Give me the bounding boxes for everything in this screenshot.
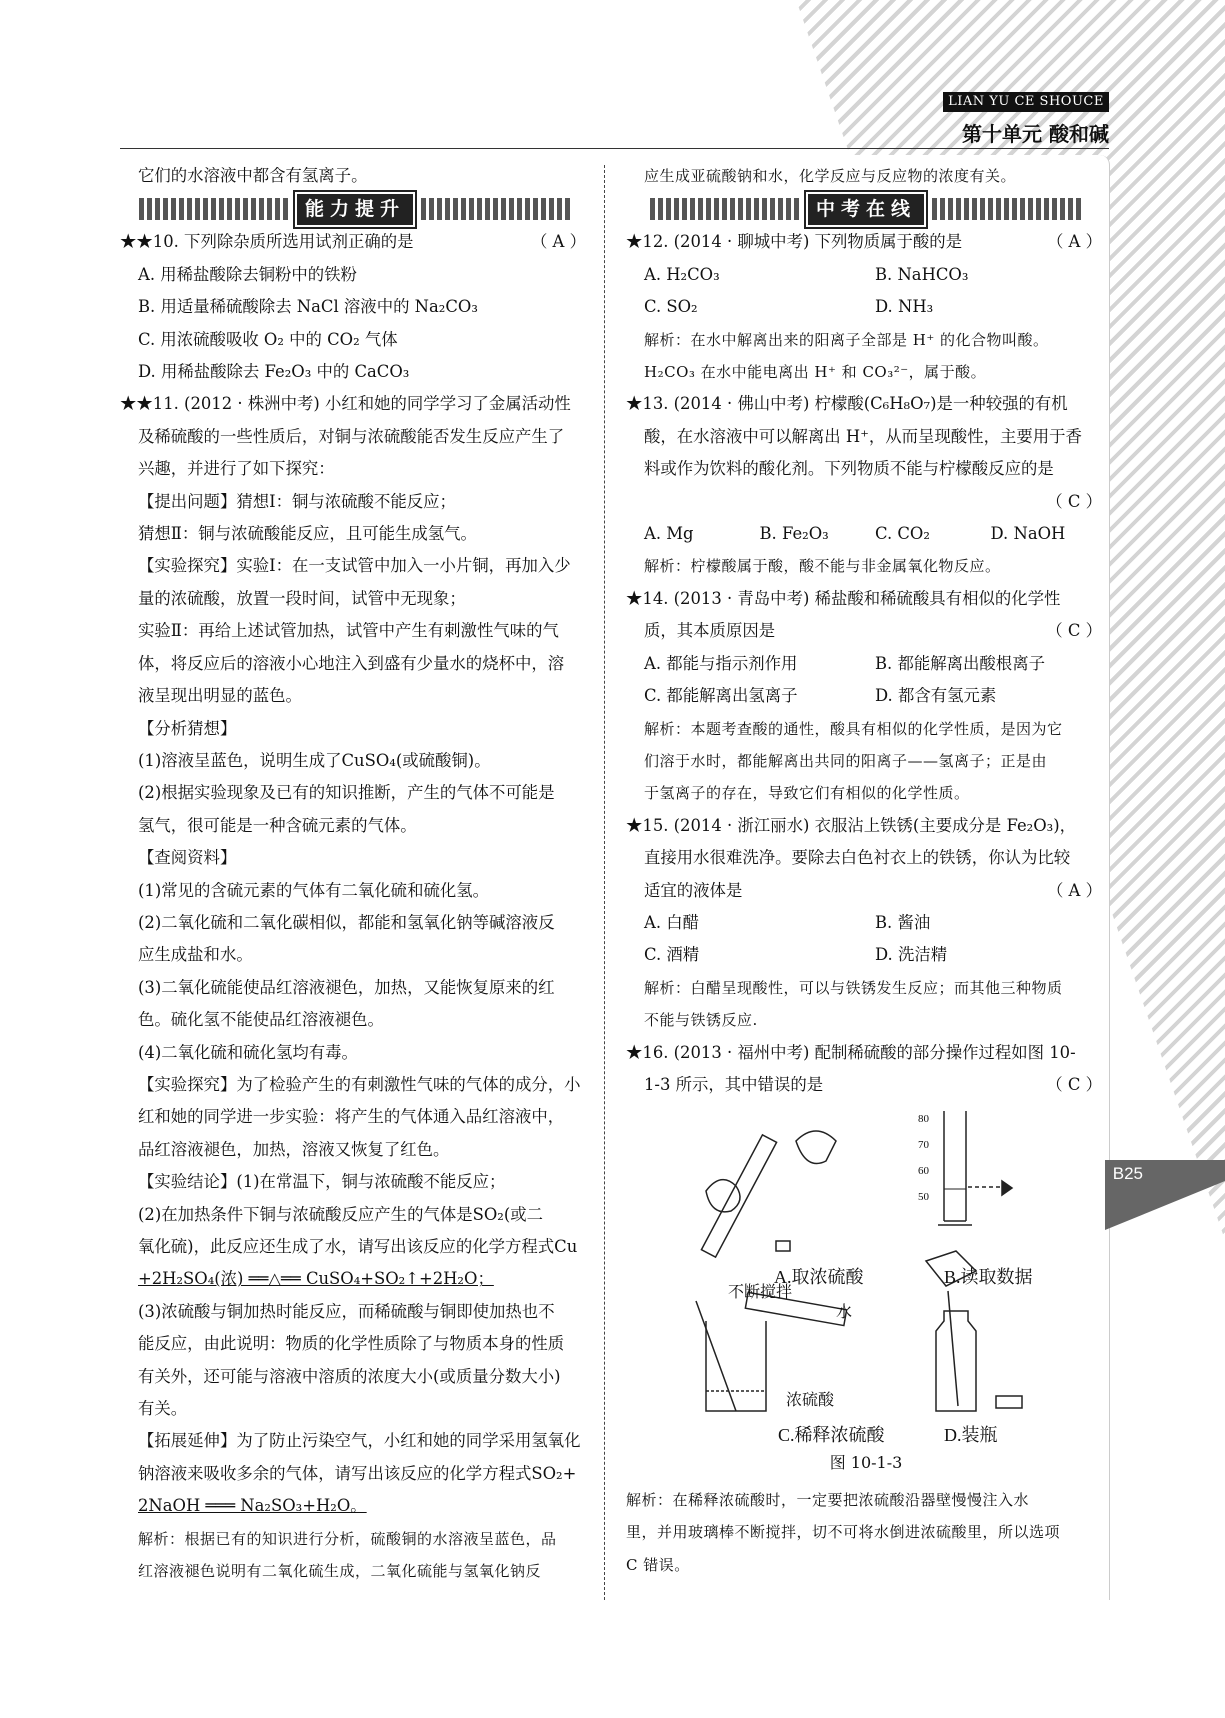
options-row — [626, 939, 1106, 971]
option: B. 用适量稀硫酸除去 NaCl 溶液中的 Na₂CO₃ — [138, 297, 478, 317]
text-line: 实验Ⅱ：再给上述试管加热，试管中产生有刺激性气味的气 — [138, 621, 559, 641]
option: C. 酒精 — [644, 945, 700, 965]
answer-line: 氧化硫)，此反应还生成了水，请写出该反应的化学方程式Cu — [138, 1237, 578, 1256]
analysis: 红溶液褪色说明有二氧化硫生成，二氧化硫能与氢氧化钠反 — [138, 1562, 542, 1581]
text-line: 有关。 — [138, 1399, 188, 1419]
text-line: 液呈现出明显的蓝色。 — [138, 686, 302, 706]
option: D. 用稀盐酸除去 Fe₂O₃ 中的 CaCO₃ — [138, 362, 410, 382]
answer-bracket: （ C ） — [1046, 1074, 1102, 1094]
figure-10-1-3 — [686, 1101, 1106, 1447]
answer-bracket: （ A ） — [1046, 232, 1102, 252]
label-acid: 浓硫酸 — [786, 1392, 835, 1410]
text-line: 及稀硫酸的一些性质后，对铜与浓硫酸能否发生反应产生了 — [138, 426, 565, 446]
banner-dots — [421, 198, 571, 220]
option: B. 酱油 — [875, 912, 931, 932]
left-column — [120, 160, 590, 1587]
right-column — [626, 160, 1106, 1581]
column-divider — [604, 165, 605, 1600]
option: A. H₂CO₃ — [644, 264, 720, 284]
text-line: 【拓展延伸】为了防止污染空气，小红和她的同学采用氢氧化 — [138, 1431, 581, 1451]
question-stem: ★★10. 下列除杂质所选用试剂正确的是 — [120, 232, 414, 252]
text-line: 【实验探究】实验Ⅰ：在一支试管中加入一小片铜，再加入少 — [138, 556, 571, 576]
label-water: 水 — [836, 1304, 853, 1322]
option: C. CO₂ — [875, 524, 930, 544]
option: D. NH₃ — [875, 297, 934, 317]
caption-c: C.稀释浓硫酸 — [778, 1425, 885, 1446]
question-10 — [120, 226, 590, 258]
text-line — [626, 875, 1106, 907]
analysis: 不能与铁锈反应. — [644, 1011, 758, 1030]
option: D. 都含有氢元素 — [875, 686, 997, 706]
answer-bracket: （ C ） — [1046, 491, 1102, 511]
analysis: 里，并用玻璃棒不断搅拌，切不可将水倒进浓硫酸里，所以选项 — [626, 1523, 1061, 1542]
options-row — [626, 907, 1106, 939]
option: D. NaOH — [990, 524, 1066, 544]
option: B. Fe₂O₃ — [759, 524, 829, 544]
text-line: 【实验探究】为了检验产生的有刺激性气味的气体的成分，小 — [138, 1074, 581, 1094]
panel-a-drawing — [701, 1131, 836, 1257]
continued-text: 它们的水溶液中都含有氢离子。 — [138, 166, 368, 185]
label-stir: 不断搅拌 — [728, 1284, 793, 1302]
question-stem: 适宜的液体是 — [644, 880, 743, 900]
equation-line: +2H₂SO₄(浓) ══△══ CuSO₄+SO₂↑+2H₂O； — [138, 1269, 494, 1289]
text-line: 【实验结论】(1)在常温下，铜与浓硫酸不能反应； — [138, 1172, 506, 1192]
answer-row — [626, 486, 1106, 518]
text-line: 料或作为饮料的酸化剂。下列物质不能与柠檬酸反应的是 — [644, 459, 1054, 479]
text-line: (1)常见的含硫元素的气体有二氧化硫和硫化氢。 — [138, 880, 490, 900]
analysis: 解析：根据已有的知识进行分析，硫酸铜的水溶液呈蓝色，品 — [138, 1529, 557, 1548]
text-line: (2)根据实验现象及已有的知识推断，产生的气体不可能是 — [138, 783, 555, 803]
tick-label: 80 — [918, 1113, 929, 1126]
text-line: (4)二氧化硫和硫化氢均有毒。 — [138, 1042, 358, 1062]
text-line: 直接用水很难洗净。要除去白色衬衣上的铁锈，你认为比较 — [644, 848, 1071, 868]
analysis: 解析：在水中解离出来的阳离子全部是 H⁺ 的化合物叫酸。 — [644, 330, 1049, 349]
analysis: 解析：在稀释浓硫酸时，一定要把浓硫酸沿器壁慢慢注入水 — [626, 1490, 1030, 1509]
options-row — [626, 648, 1106, 680]
text-line: 色。硫化氢不能使品红溶液褪色。 — [138, 1010, 384, 1030]
text-line: 【查阅资料】 — [138, 848, 237, 868]
option: C. 都能解离出氢离子 — [644, 686, 798, 706]
tick-label: 50 — [918, 1191, 929, 1204]
caption-d: D.装瓶 — [944, 1425, 998, 1446]
analysis: 于氢离子的存在，导致它们有相似的化学性质。 — [644, 784, 970, 803]
text-line: 能反应，由此说明：物质的化学性质除了与物质本身的性质 — [138, 1334, 565, 1354]
option: A. Mg — [644, 524, 694, 544]
text-line: 品红溶液褪色，加热，溶液又恢复了红色。 — [138, 1139, 450, 1159]
text-line: (2)二氧化硫和二氧化碳相似，都能和氢氧化钠等碱溶液反 — [138, 912, 555, 932]
text-line: ★★11. (2012 · 株洲中考) 小红和她的同学学习了金属活动性 — [120, 394, 571, 414]
text-line — [626, 1069, 1106, 1101]
question-14: ★14. (2013 · 青岛中考) 稀盐酸和稀硫酸具有相似的化学性 — [626, 588, 1061, 608]
header-pinyin: LIAN YU CE SHOUCE — [943, 92, 1109, 112]
text-line: 量的浓硫酸，放置一段时间，试管中无现象； — [138, 588, 466, 608]
text-line: 【提出问题】猜想Ⅰ：铜与浓硫酸不能反应； — [138, 491, 456, 511]
analysis: H₂CO₃ 在水中能电离出 H⁺ 和 CO₃²⁻，属于酸。 — [644, 363, 987, 382]
analysis: 解析：白醋呈现酸性，可以与铁锈发生反应；而其他三种物质 — [644, 978, 1063, 997]
text-line: 应生成盐和水。 — [138, 945, 253, 965]
header-unit-title: 第十单元 酸和碱 — [962, 122, 1109, 146]
text-line: (3)二氧化硫能使品红溶液褪色，加热，又能恢复原来的红 — [138, 977, 555, 997]
caption-a: A.取浓硫酸 — [774, 1267, 864, 1288]
text-line: 体，将反应后的溶液小心地注入到盛有少量水的烧杯中，溶 — [138, 653, 565, 673]
option: C. SO₂ — [644, 297, 698, 317]
option: C. 用浓硫酸吸收 O₂ 中的 CO₂ 气体 — [138, 329, 398, 349]
text-line: 酸，在水溶液中可以解离出 H⁺，从而呈现酸性，主要用于香 — [644, 426, 1082, 446]
page-number: B25 — [1112, 1164, 1143, 1183]
answer-bracket: （ A ） — [530, 232, 586, 252]
question-15: ★15. (2014 · 浙江丽水) 衣服沾上铁锈(主要成分是 Fe₂O₃)， — [626, 815, 1077, 835]
banner-dots — [650, 198, 800, 220]
caption-b: B.读取数据 — [944, 1267, 1033, 1288]
question-16: ★16. (2013 · 福州中考) 配制稀硫酸的部分操作过程如图 10- — [626, 1042, 1076, 1062]
answer-bracket: （ C ） — [1046, 621, 1102, 641]
section-banner-exam — [626, 194, 1106, 224]
answer-line: (1)溶液呈蓝色，说明生成了CuSO₄(或硫酸铜)。 — [138, 750, 491, 770]
figure-caption: 图 10-1-3 — [829, 1453, 903, 1473]
figure-drawing — [686, 1101, 1106, 1447]
question-stem: 1-3 所示，其中错误的是 — [644, 1074, 824, 1094]
answer-line: 有关外，还可能与溶液中溶质的浓度大小(或质量分数大小) — [138, 1366, 561, 1386]
answer-line: 钠溶液来吸收多余的气体，请写出该反应的化学方程式SO₂+ — [138, 1463, 577, 1483]
section-banner-ability — [120, 194, 590, 224]
options-row — [626, 680, 1106, 712]
header-rule — [120, 148, 1109, 149]
answer-bracket: （ A ） — [1046, 880, 1102, 900]
tick-label: 70 — [918, 1139, 929, 1152]
text-line: 猜想Ⅱ：铜与浓硫酸能反应，且可能生成氢气。 — [138, 524, 477, 544]
option: A. 用稀盐酸除去铜粉中的铁粉 — [138, 264, 357, 284]
question-12 — [626, 226, 1106, 258]
text-line — [626, 615, 1106, 647]
banner-dots — [932, 198, 1082, 220]
text-line: 兴趣，并进行了如下探究： — [138, 459, 335, 479]
text-line: 红和她的同学进一步实验：将产生的气体通入品红溶液中， — [138, 1107, 565, 1127]
option: B. 都能解离出酸根离子 — [875, 653, 1045, 673]
analysis-continued: 应生成亚硫酸钠和水，化学反应与反应物的浓度有关。 — [644, 167, 1017, 185]
question-13: ★13. (2014 · 佛山中考) 柠檬酸(C₆H₈O₇)是一种较强的有机 — [626, 394, 1068, 414]
options-row — [626, 259, 1106, 291]
text-line: 【分析猜想】 — [138, 718, 237, 738]
banner-title: 中考在线 — [804, 190, 928, 228]
text-line: 氢气，很可能是一种含硫元素的气体。 — [138, 815, 417, 835]
answer-line: (2)在加热条件下铜与浓硫酸反应产生的气体是SO₂(或二 — [138, 1204, 544, 1224]
text-line: (3)浓硫酸与铜加热时能反应，而稀硫酸与铜即使加热也不 — [138, 1301, 555, 1321]
tick-label: 60 — [918, 1165, 929, 1178]
banner-dots — [139, 198, 289, 220]
analysis: C 错误。 — [626, 1555, 690, 1574]
option: B. NaHCO₃ — [875, 264, 969, 284]
options-row — [626, 291, 1106, 323]
options-row — [626, 518, 1106, 550]
panel-b-drawing — [938, 1111, 1012, 1225]
equation-line: 2NaOH ═══ Na₂SO₃+H₂O。 — [138, 1496, 367, 1516]
analysis: 解析：柠檬酸属于酸，酸不能与非金属氧化物反应。 — [644, 557, 1001, 576]
option: D. 洗洁精 — [875, 945, 948, 965]
option: A. 白醋 — [644, 912, 700, 932]
banner-title: 能力提升 — [293, 190, 417, 228]
analysis: 们溶于水时，都能解离出共同的阳离子——氢离子；正是由 — [644, 751, 1048, 770]
question-stem: ★12. (2014 · 聊城中考) 下列物质属于酸的是 — [626, 232, 963, 252]
question-stem: 质，其本质原因是 — [644, 621, 776, 641]
analysis: 解析：本题考查酸的通性，酸具有相似的化学性质，是因为它 — [644, 719, 1063, 738]
option: A. 都能与指示剂作用 — [644, 653, 798, 673]
